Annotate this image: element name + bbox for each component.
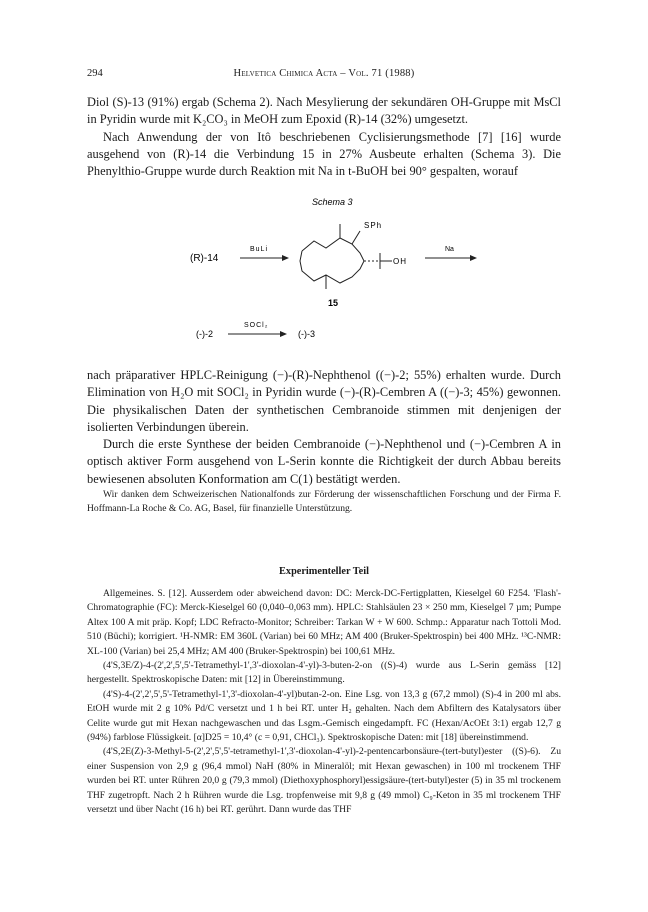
sph-substituent-label: SPh	[364, 221, 383, 230]
exp-compound-4: (4'S,3E/Z)-4-(2',2',5',5'-Tetramethyl-1',3'-dioxolan-4'-yl)-3-buten-2-on ((S)-4) wurde aus L-Serin gemäss [12] hergestellt. Spektroskopische Daten: mit [12] in Übereinstimmung.	[87, 660, 561, 686]
results-text	[87, 367, 561, 488]
reagent-1-label: BuLi	[250, 246, 269, 253]
compound-3-label: (-)-3	[298, 329, 315, 339]
exp-butanone: (4'S)-4-(2',2',5',5'-Tetramethyl-1',3'-dioxolan-4'-yl)butan-2-on. Eine Lsg. von 13,3 g (67,2 mmol) (S)-4 in 200 ml abs. EtOH wurde mit 2 g 10% Pd/C versetzt und 1 h bei RT. unter H₂ gehalten. Nach dem Abfiltern des Katalysators über Celite wurde gut mit Hexan nachgewaschen und das Lsgm.-Gemisch eingedampft. FC (Hexan/AcOEt 3:1) ergab 12,7 g (94%) farblose Flüssigkeit. [α]D25 = 10,4° (c = 0,91, CHCl₃). Spektroskopische Daten: mit [18] übereinstimmend.	[87, 688, 561, 744]
exp-general: Allgemeines. S. [12]. Ausserdem oder abweichend davon: DC: Merck-DC-Fertigplatten, Kieselgel 60 F254. 'Flash'-Chromatographie (FC): Merck-Kieselgel 60 (0,040–0,063 mm). HPLC: Stahlsäulen 23 × 250 mm, Kieselgel 7 µm; Pumpe Altex 100 A mit präp. Kopf; LDC Refracto-Monitor; Schreiber: Tarkan W + W 600. Schmp.: Apparatur nach Tottoli Mod. 510 (Büchi); korrigiert. ¹H-NMR: EM 360L (Varian) bei 60 MHz; AM 400 (Bruker-Spektrospin) bei 400 MHz. ¹³C-NMR: XL-100 (Varian) bei 25,4 MHz; AM 400 (Bruker-Spektrospin) bei 100,61 MHz.	[87, 588, 561, 657]
reagent-2-label: Na	[445, 246, 454, 253]
reagent-3-label: SOCl₂	[244, 322, 269, 329]
exp-ester: (4'S,2E(Z)-3-Methyl-5-(2',2',5',5'-tetramethyl-1',3'-dioxolan-4'-yl)-2-pentencarbonsäure-(tert-butyl)ester ((S)-6). Zu einer Suspension von 2,9 g (96,4 mmol) NaH (80% in Mineralöl; mit Hexan gewaschen) in 100 ml trockenem THF wurden bei RT. unter Rühren 20,0 g (79,3 mmol) (Diethoxyphosphoryl)essigsäure-(tert-butyl)ester (5) in 35 ml trockenem THF zugetropft. Nach 2 h Rühren wurde die Lsg. tropfenweise mit 9,8 g (49 mmol) C₉-Keton in 35 ml trockenem THF versetzt und über Nacht (16 h) bei RT. gerührt. Dann wurde das THF	[87, 746, 561, 816]
start-compound-label: (R)-14	[190, 253, 219, 264]
compound-2-label: (-)-2	[196, 329, 213, 339]
paragraph-2: Nach Anwendung der von Itô beschriebenen Cyclisierungsmethode [7] [16] wurde ausgehend von (R)-14 die Verbindung 15 in 27% Ausbeute erhalten (Schema 3). Die Phenylthio-Gruppe wurde durch Reaktion mit Na in t-BuOH bei 90° gespalten, worauf	[87, 129, 561, 179]
journal-title: Helvetica Chimica Acta – Vol. 71 (1988)	[233, 68, 415, 79]
macrocycle-structure	[300, 224, 392, 289]
arrow-2-head	[470, 255, 477, 261]
paragraph-3: nach präparativer HPLC-Reinigung (−)-(R)-Nephthenol ((−)-2; 55%) erhalten wurde. Durch Elimination von H₂O mit SOCl₂ in Pyridin wurde (−)-(R)-Cembren A ((−)-3; 45%) gewonnen. Die physikalischen Daten der synthetischen Cembranoide stimmen mit denjenigen der isolierten Verbindungen überein.	[87, 368, 561, 434]
experimental-section	[87, 587, 561, 818]
section-title: Experimenteller Teil	[279, 566, 369, 577]
reaction-scheme	[0, 195, 648, 345]
intro-text	[87, 94, 561, 180]
paragraph-4: Durch die erste Synthese der beiden Cembranoide (−)-Nephthenol und (−)-Cembren A in optisch aktiver Form ausgehend von L-Serin konnte die Richtigkeit der durch Abbau bereits bewiesenen absoluten Konformation am C(1) bestätigt werden.	[87, 437, 561, 486]
product-15-label: 15	[328, 298, 339, 308]
arrow-1-head	[282, 255, 289, 261]
arrow-3-head	[280, 331, 287, 337]
acknowledgement: Wir danken dem Schweizerischen Nationalfonds zur Förderung der wissenschaftlichen Forschung und der Firma F. Hoffmann-La Roche & Co. AG, Basel, für finanzielle Unterstützung.	[87, 489, 561, 514]
running-header	[87, 68, 561, 82]
oh-substituent-label: OH	[393, 257, 407, 266]
scheme-title: Schema 3	[312, 197, 353, 207]
paragraph-1: Diol (S)-13 (91%) ergab (Schema 2). Nach Mesylierung der sekundären OH-Gruppe mit MsCl in Pyridin wurde mit K₂CO₃ in MeOH zum Epoxid (R)-14 (32%) umgesetzt.	[87, 95, 561, 127]
page-number: 294	[87, 68, 103, 79]
